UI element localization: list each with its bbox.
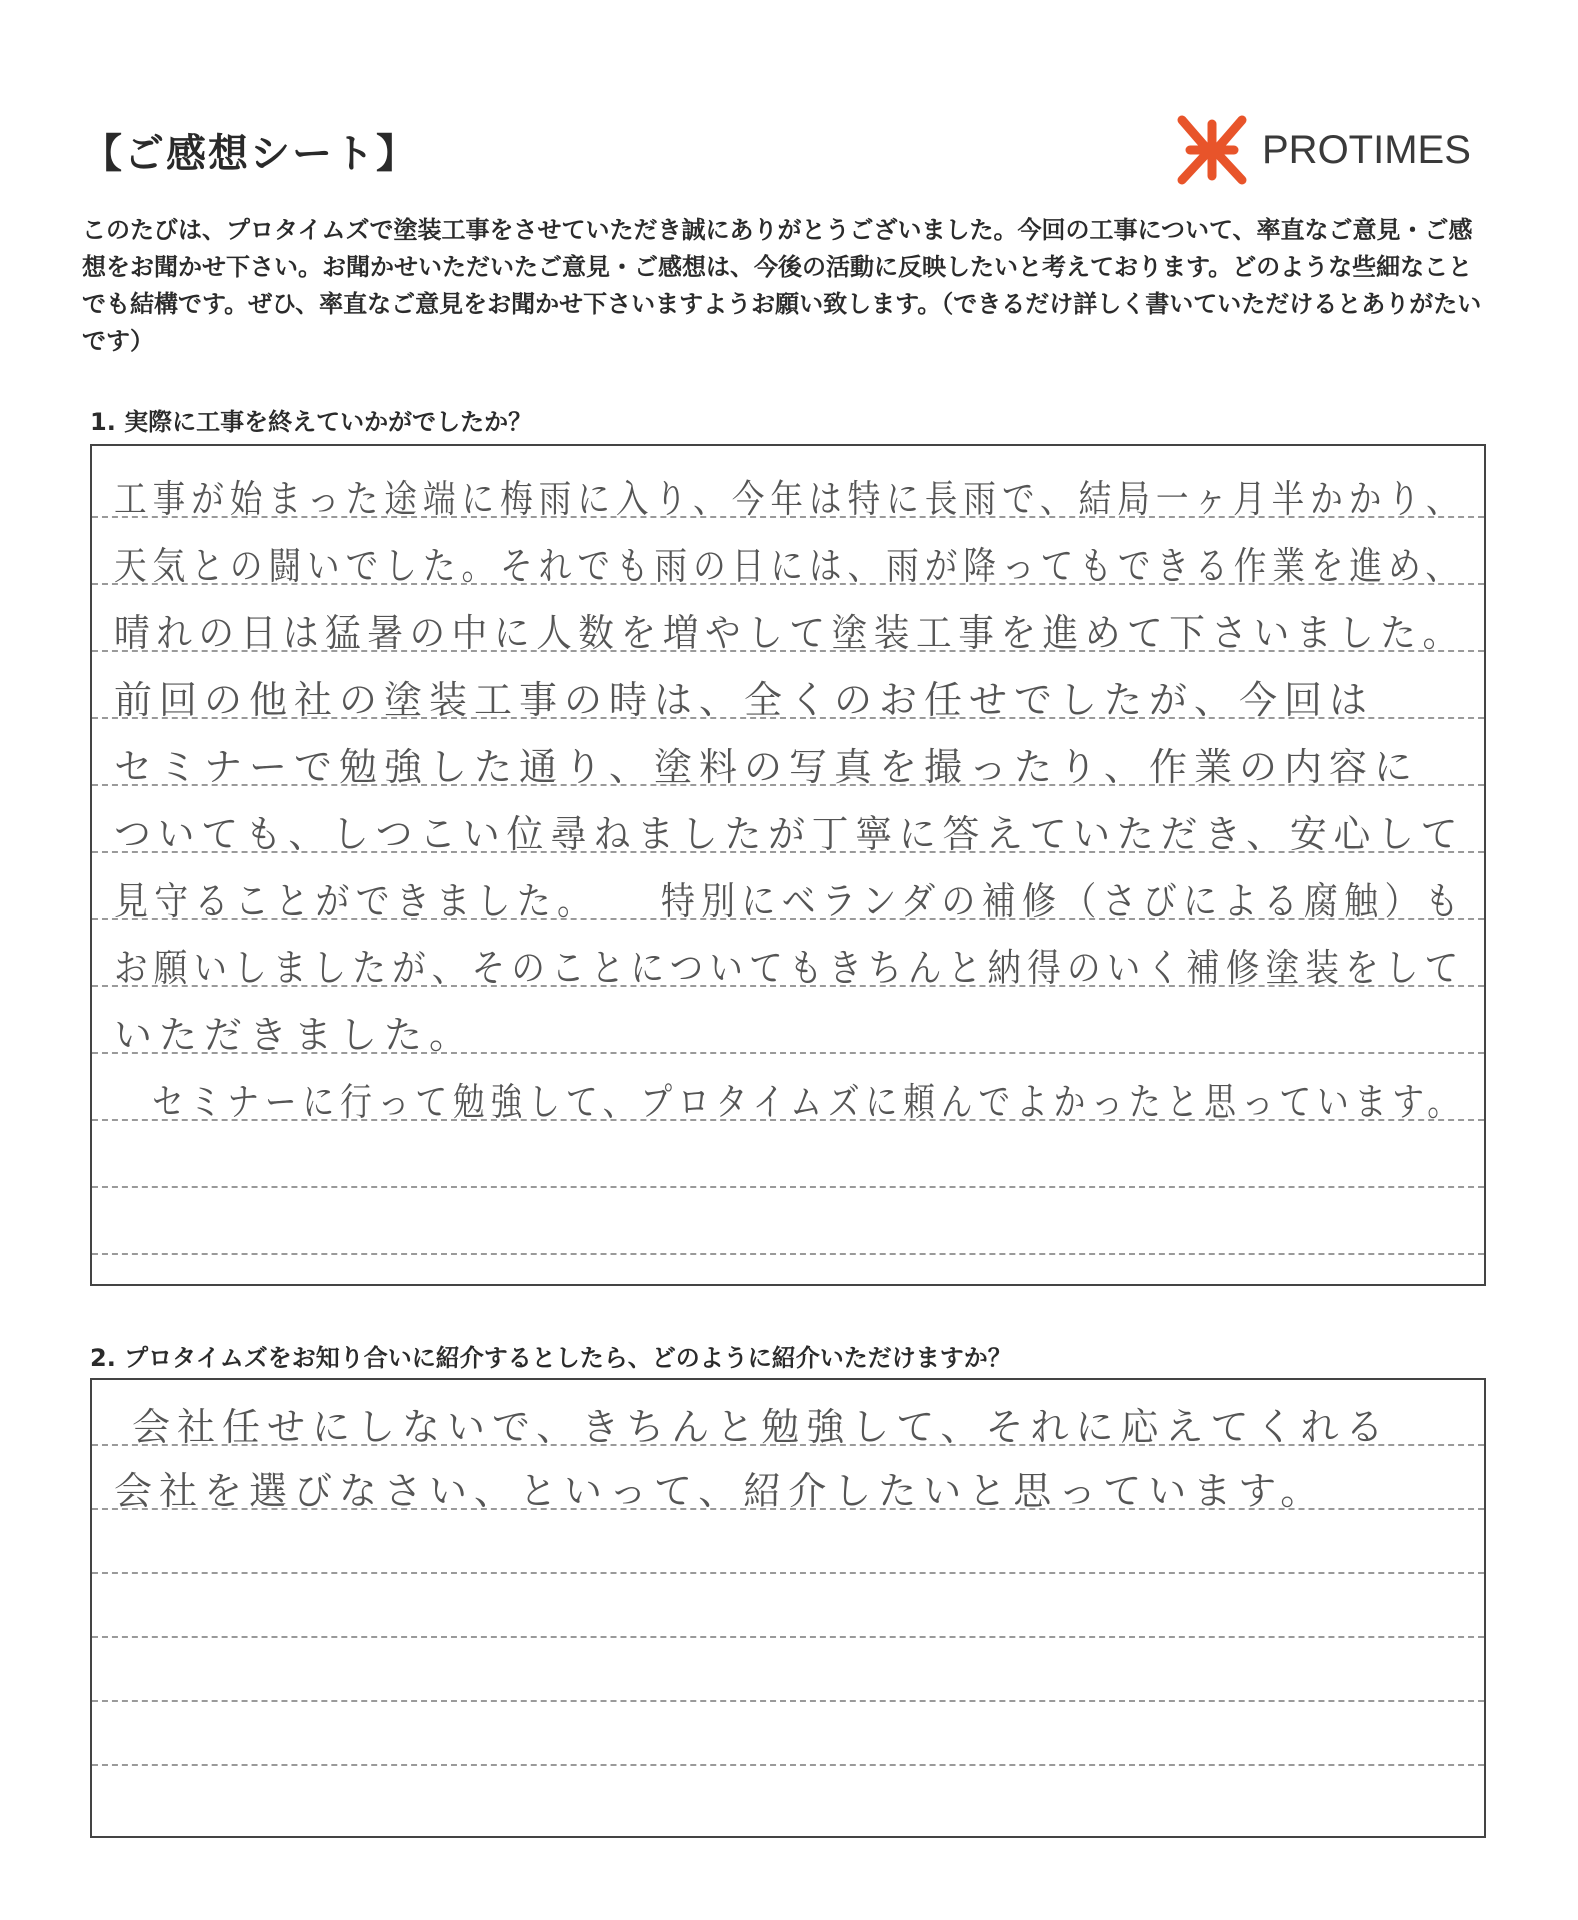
question-2-answer-box bbox=[90, 1378, 1486, 1838]
question-1-label: 1. 実際に工事を終えていかがでしたか？ bbox=[90, 408, 533, 436]
handwritten-line: 見守ることができました。 特別にベランダの補修（さびによる腐触）も bbox=[114, 879, 1465, 923]
intro-text: このたびは、プロタイムズで塗装工事をさせていただき誠にありがとうございました。今回の工事について、率直なご意見・ご感想をお聞かせ下さい。お聞かせいただいたご意見・ご感想は、今後の活動に反映したいと考えております。どのような些細なことでも結構です。ぜひ、率直なご意見をお聞かせ下さいますようお願い致します。（できるだけ詳しく書いていただけるとありがたいです） bbox=[82, 216, 1482, 355]
answer-line bbox=[92, 1572, 1484, 1574]
handwritten-line: セミナーで勉強した通り、塗料の写真を撮ったり、作業の内容に bbox=[114, 745, 1420, 789]
protimes-logo-mark-icon bbox=[1170, 110, 1254, 190]
answer-line bbox=[92, 1700, 1484, 1702]
sheet-title: 【ご感想シート】 bbox=[82, 131, 418, 177]
handwritten-line: セミナーに行って勉強して、プロタイムズに頼んでよかったと思っています。 bbox=[152, 1080, 1465, 1124]
question-1-answer-box bbox=[90, 444, 1486, 1286]
handwritten-line: いただきました。 bbox=[114, 1013, 475, 1057]
handwritten-line: お願いしましたが、そのことについてもきちんと納得のいく補修塗装をして bbox=[114, 946, 1465, 990]
handwritten-line: 会社任せにしないで、きちんと勉強して、それに応えてくれる bbox=[132, 1405, 1391, 1449]
protimes-logo bbox=[1170, 110, 1480, 190]
handwritten-line: ついても、しつこい位尋ねましたが丁寧に答えていただき、安心して bbox=[114, 812, 1465, 856]
handwritten-line: 会社を選びなさい、といって、紹介したいと思っています。 bbox=[114, 1469, 1326, 1513]
answer-line bbox=[92, 1764, 1484, 1766]
answer-line bbox=[92, 1253, 1484, 1255]
answer-line bbox=[92, 1186, 1484, 1188]
handwritten-line: 前回の他社の塗装工事の時は、全くのお任せでしたが、今回は bbox=[114, 678, 1375, 722]
handwritten-line: 晴れの日は猛暑の中に人数を増やして塗装工事を進めて下さいました。 bbox=[114, 611, 1465, 655]
question-2-label: 2. プロタイムズをお知り合いに紹介するとしたら、どのように紹介いただけますか？ bbox=[90, 1344, 1012, 1372]
protimes-logo-text: PROTIMES bbox=[1262, 128, 1471, 172]
handwritten-line: 天気との闘いでした。それでも雨の日には、雨が降ってもできる作業を進め、 bbox=[114, 544, 1465, 588]
answer-line bbox=[92, 1636, 1484, 1638]
handwritten-line: 工事が始まった途端に梅雨に入り、今年は特に長雨で、結局一ヶ月半かかり、 bbox=[114, 477, 1465, 521]
